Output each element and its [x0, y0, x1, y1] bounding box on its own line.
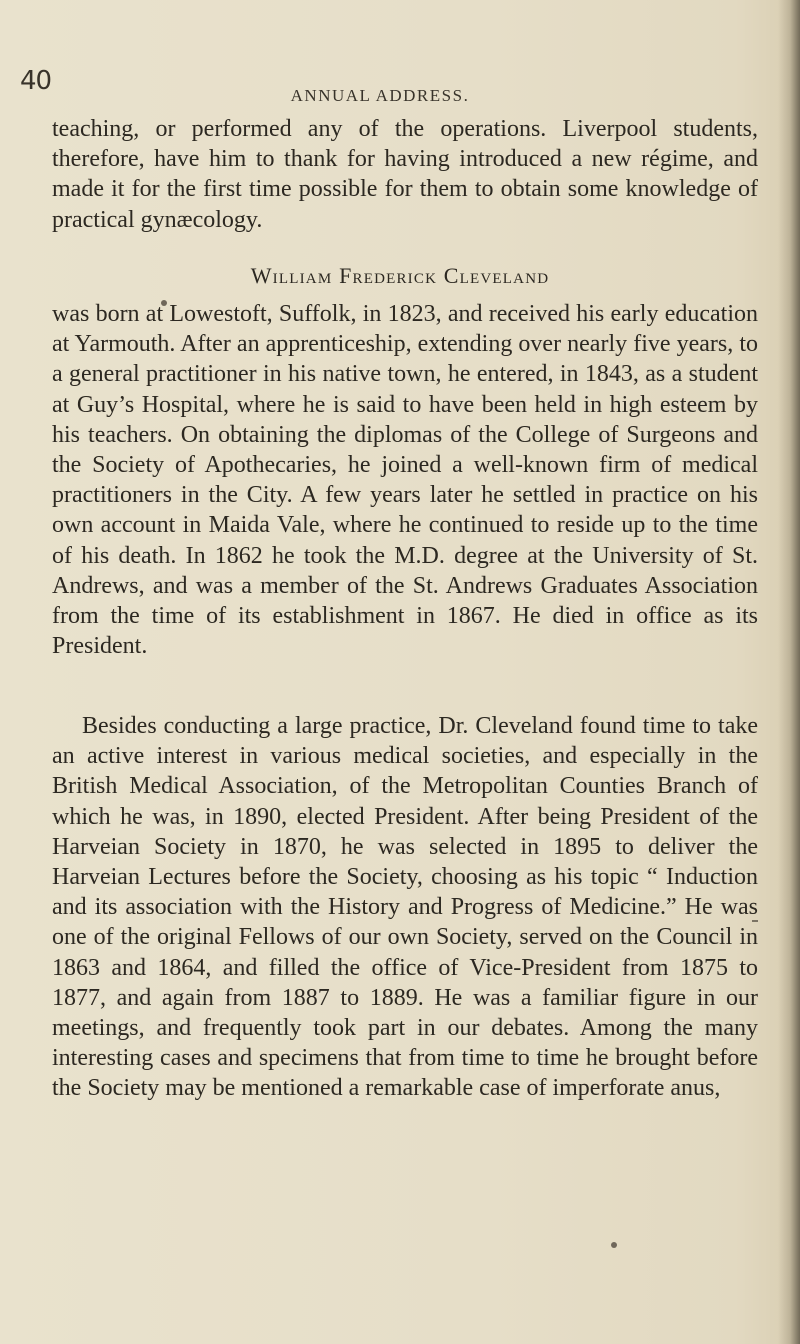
page-number: 40: [20, 66, 52, 96]
print-speck: [611, 1242, 617, 1248]
obituary-paragraph-2: Besides conducting a large practice, Dr. Cleveland found time to take an active interest in various medical societies, and especially in the British Medical Association, of the Metropolitan Counties Branch of which he was, in 1890, elected President. After being President of the Harveian Society in 1870, he was selected in 1895 to deliver the Harveian Lectures before the Society, choosing as his topic “ Induction and its association with the History and Progress of Medicine.” He was one of the original Fellows of our own Society, served on the Council in 1863 and 1864, and filled the office of Vice-President from 1875 to 1877, and again from 1887 to 1889. He was a familiar figure in our meetings, and frequently took part in our debates. Among the many interesting cases and specimens that from time to time he brought before the Society may be mentioned a remarkable case of imperforate anus,: [52, 713, 758, 1102]
obituary-heading: William Frederick Cleveland: [250, 263, 550, 288]
obituary-paragraph-1: was born at Lowestoft, Suffolk, in 1823, and received his early education at Yarmouth. After an apprenticeship, extending over nearly five years, to a general practitioner in his native town, he entered, in 1843, as a student at Guy’s Hospital, where he is said to have been held in high esteem by his teachers. On obtaining the diplomas of the College of Surgeons and the Society of Apothecaries, he joined a well-known firm of medical practitioners in the City. A few years later he settled in practice on his own account in Maida Vale, where he continued to reside up to the time of his death. In 1862 he took the M.D. degree at the University of St. Andrews, and was a member of the St. Andrews Graduates Association from the time of its establishment in 1867. He died in office as its President.: [52, 301, 758, 660]
page-edge-shadow: [778, 0, 800, 1344]
margin-mark: [752, 920, 758, 922]
intro-paragraph: teaching, or performed any of the operations. Liverpool students, therefore, have him to thank for having introduced a new régime, and made it for the first time possible for them to obtain some knowledge of practical gynæcology.: [52, 116, 758, 233]
running-head: ANNUAL ADDRESS.: [290, 86, 470, 105]
